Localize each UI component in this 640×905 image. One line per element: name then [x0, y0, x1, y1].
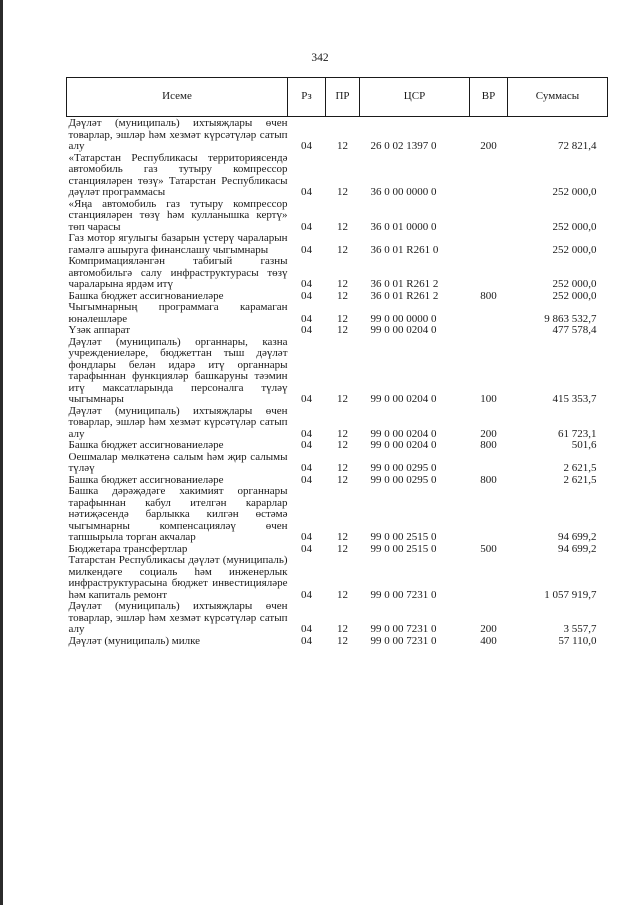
cell-vr [470, 302, 508, 325]
cell-rz: 04 [301, 542, 312, 555]
table-row [67, 302, 608, 325]
header-rz: Рз [288, 78, 326, 117]
scan-edge-shadow [0, 0, 3, 905]
cell-pr: 12 [337, 243, 348, 256]
cell-name: «Яңа автомобиль газ тутыру компрессор станцияләрен төзү һәм кулланышка кертү» төп чарасы [68, 197, 288, 233]
cell-pr: 12 [337, 542, 348, 555]
cell-pr: 12 [337, 220, 348, 233]
cell-sum: 94 699,2 [558, 531, 597, 543]
cell-csr: 99 0 00 0204 0 [370, 393, 437, 405]
cell-rz: 04 [301, 186, 312, 198]
cell-csr: 36 0 01 R261 0 [370, 243, 439, 256]
cell-sum: 252 000,0 [552, 243, 597, 256]
cell-csr: 36 0 01 R261 2 [370, 278, 439, 290]
cell-name: Дәүләт (муниципаль) милке [68, 634, 201, 647]
table-row [67, 636, 608, 648]
cell-name: Бюджетара трансфертлар [68, 542, 188, 555]
cell-sum: 9 863 532,7 [544, 312, 597, 325]
cell-pr: 12 [337, 462, 348, 474]
cell-name: Башка бюджет ассигнованиеләре [68, 439, 224, 451]
table-row [67, 325, 608, 337]
table-row [67, 256, 608, 291]
cell-vr: 400 [480, 634, 497, 647]
cell-pr: 12 [337, 278, 348, 290]
cell-name: Башка дәрәҗәдәге хакимият органнары тарафыннан кабул ителгән карарлар нәтиҗәсендә барлыкка килгән өстәмә чыгымнарны компенсацияләү өчен тапшырыла торган акчалар [68, 485, 288, 543]
cell-pr: 12 [337, 393, 348, 405]
cell-rz: 04 [301, 588, 312, 601]
cell-vr [470, 325, 508, 337]
cell-pr: 12 [337, 588, 348, 601]
cell-pr: 12 [337, 427, 348, 440]
cell-sum: 57 110,0 [558, 634, 597, 647]
cell-name: Дәүләт (муниципаль) органнары, казна учреждениеләре, бюджеттан тыш дәүләт фондлары белән идарә итү органнары тарафыннан функцияләр башкаруны тәэмин итү максатларында персоналга түләү чыгымнары [68, 335, 288, 405]
cell-csr: 99 0 00 2515 0 [370, 542, 437, 555]
cell-sum: 252 000,0 [552, 186, 597, 198]
cell-csr: 99 0 00 0204 0 [370, 427, 437, 440]
header-sum: Суммасы [508, 78, 608, 117]
cell-rz: 04 [301, 634, 312, 647]
cell-rz: 04 [301, 393, 312, 405]
table-row [67, 452, 608, 475]
cell-name: Дәүләт (муниципаль) ихтыяҗлары өчен товарлар, эшләр һәм хезмәт күрсәтүләр сатып алу [68, 404, 288, 440]
cell-csr: 99 0 00 0204 0 [370, 324, 437, 336]
cell-pr: 12 [337, 186, 348, 198]
cell-sum: 477 578,4 [552, 324, 597, 336]
cell-sum: 1 057 919,7 [544, 588, 597, 601]
cell-rz: 04 [301, 473, 312, 486]
cell-csr: 99 0 00 7231 0 [370, 623, 437, 635]
cell-rz: 04 [301, 220, 312, 233]
cell-name: Компримацияләнгән табигый газны автомобильгә салу инфраструктурасы төзү чараларына ярдәм итү [68, 255, 288, 290]
cell-vr: 200 [480, 623, 497, 635]
cell-name: Оешмалар мөлкәтенә салым һәм җир салымы түләү [68, 450, 288, 474]
cell-rz: 04 [301, 324, 312, 336]
header-pr: ПР [326, 78, 360, 117]
cell-csr: 99 0 00 7231 0 [370, 588, 437, 601]
table-row [67, 440, 608, 452]
cell-vr: 100 [480, 393, 497, 405]
cell-rz: 04 [301, 243, 312, 256]
cell-vr [470, 153, 508, 199]
cell-name: Башка бюджет ассигнованиеләре [68, 289, 224, 302]
cell-rz: 04 [301, 278, 312, 290]
cell-rz: 04 [301, 531, 312, 543]
cell-csr: 99 0 00 2515 0 [370, 531, 437, 543]
cell-vr: 800 [480, 473, 497, 486]
cell-pr: 12 [337, 623, 348, 635]
cell-rz: 04 [301, 312, 312, 325]
cell-csr: 36 0 01 R261 2 [370, 289, 439, 302]
cell-csr: 99 0 00 0295 0 [370, 462, 437, 474]
cell-sum: 501,6 [571, 439, 597, 451]
cell-sum: 94 699,2 [558, 542, 597, 555]
cell-vr [470, 199, 508, 234]
table-row [67, 337, 608, 406]
cell-name: Башка бюджет ассигнованиеләре [68, 473, 224, 486]
cell-csr: 99 0 00 0000 0 [370, 312, 437, 325]
cell-name: «Татарстан Республикасы территориясендә автомобиль газ тутыру компрессор станцияләрен төзү» Татарстан Республикасы дәүләт программасы [68, 151, 288, 198]
cell-rz: 04 [301, 289, 312, 302]
cell-vr [470, 452, 508, 475]
cell-vr [470, 233, 508, 256]
cell-sum: 415 353,7 [552, 393, 597, 405]
cell-sum: 2 621,5 [563, 462, 597, 474]
cell-vr: 200 [480, 140, 497, 152]
cell-csr: 36 0 01 0000 0 [370, 220, 437, 233]
cell-pr: 12 [337, 312, 348, 325]
cell-csr: 36 0 00 0000 0 [370, 186, 437, 198]
cell-vr: 200 [480, 427, 497, 440]
page-number: 342 [311, 52, 329, 64]
table-row [67, 486, 608, 544]
cell-rz: 04 [301, 439, 312, 451]
cell-vr [470, 555, 508, 601]
cell-pr: 12 [337, 324, 348, 336]
cell-sum: 61 723,1 [558, 427, 597, 440]
table-body [67, 117, 608, 648]
cell-sum: 252 000,0 [552, 289, 597, 302]
cell-sum: 2 621,5 [563, 473, 597, 486]
cell-name: Газ мотор ягулыгы базарын үстерү чараларын гамәлгә ашыруга финанслашу чыгымнары [68, 232, 288, 256]
cell-rz: 04 [301, 140, 312, 152]
header-vr: ВР [470, 78, 508, 117]
cell-csr: 26 0 02 1397 0 [370, 140, 437, 152]
cell-pr: 12 [337, 289, 348, 302]
cell-pr: 12 [337, 634, 348, 647]
cell-name: Чыгымнарның программага карамаган юнәлешләре [68, 301, 288, 325]
cell-csr: 99 0 00 0295 0 [370, 473, 437, 486]
cell-sum: 72 821,4 [558, 140, 597, 152]
cell-pr: 12 [337, 140, 348, 152]
cell-rz: 04 [301, 462, 312, 474]
cell-rz: 04 [301, 623, 312, 635]
cell-pr: 12 [337, 531, 348, 543]
cell-rz: 04 [301, 427, 312, 440]
table-row [67, 199, 608, 234]
table-row [67, 117, 608, 153]
table-row [67, 406, 608, 441]
cell-vr: 800 [480, 289, 497, 302]
table-row [67, 233, 608, 256]
cell-name: Дәүләт (муниципаль) ихтыяҗлары өчен товарлар, эшләр һәм хезмәт күрсәтүләр сатып алу [68, 600, 288, 635]
table-row [67, 555, 608, 601]
cell-name: Татарстан Республикасы дәүләт (муниципаль) милкендәге социаль һәм инженерлык инфраструктурасына бюджет инвестицияләре һәм капиталь ремонт [68, 554, 288, 601]
cell-name: Үзәк аппарат [68, 324, 131, 336]
cell-csr: 99 0 00 0204 0 [370, 439, 437, 451]
cell-vr: 800 [480, 439, 497, 451]
table-row [67, 601, 608, 636]
table-header-row [67, 78, 608, 117]
cell-csr: 99 0 00 7231 0 [370, 634, 437, 647]
cell-sum: 252 000,0 [552, 220, 597, 233]
cell-vr [470, 486, 508, 544]
cell-pr: 12 [337, 439, 348, 451]
table-row [67, 153, 608, 199]
cell-sum: 252 000,0 [552, 278, 597, 290]
header-name: Исеме [67, 78, 288, 117]
header-csr: ЦСР [360, 78, 470, 117]
cell-vr: 500 [480, 542, 497, 555]
budget-table [66, 77, 608, 647]
cell-vr [470, 256, 508, 291]
cell-pr: 12 [337, 473, 348, 486]
cell-name: Дәүләт (муниципаль) ихтыяҗлары өчен товарлар, эшләр һәм хезмәт күрсәтүләр сатып алу [68, 117, 288, 152]
cell-sum: 3 557,7 [563, 623, 597, 635]
